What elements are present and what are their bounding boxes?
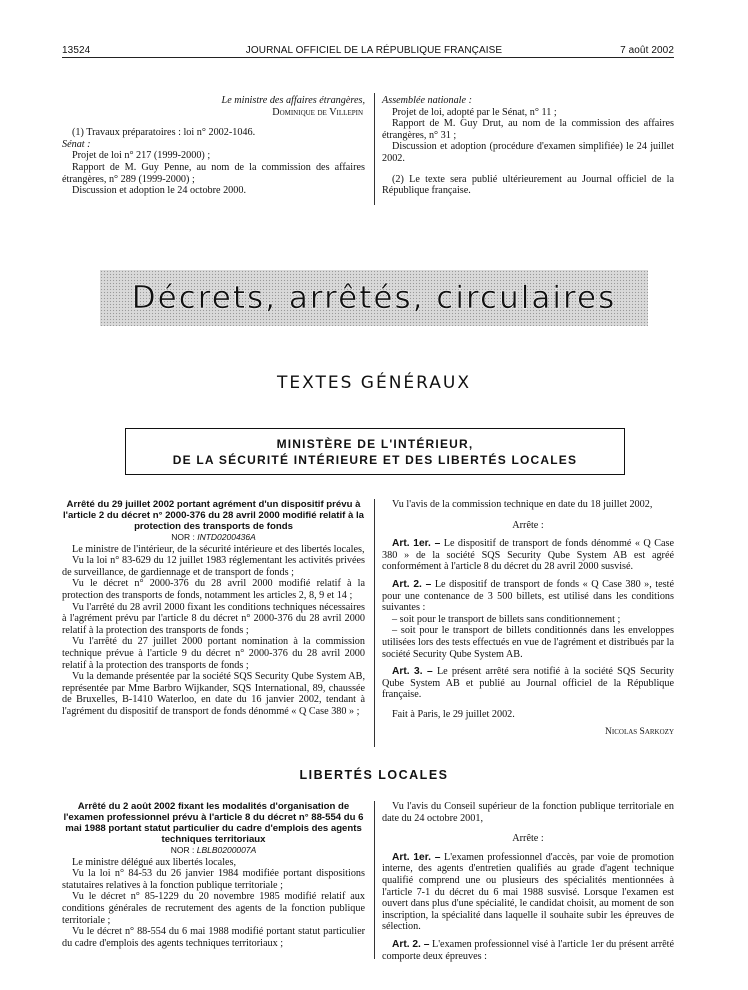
footnote-1: (1) Travaux préparatoires : loi n° 2002-1046. [72, 127, 256, 139]
nor-code: LBLB0200007A [196, 845, 257, 855]
arrete1-arrete: Arrête : [512, 519, 544, 531]
arrete1-para: Vu l'arrêté du 27 juillet 2000 portant nomination à la commission technique prévue à l'article 9 du décret n° 2000-376 du 28 avril 2000 relatif à la protection des transports de fonds ; [62, 636, 365, 671]
arrete2-para: Vu le décret n° 88-554 du 6 mai 1988 modifié portant statut particulier du cadre d'emplois des agents techniques territoriaux ; [62, 926, 365, 949]
art1-label: Art. 1er. – [392, 538, 441, 550]
arrete2-vu-avis: Vu l'avis du Conseil supérieur de la fonction publique territoriale en date du 24 octobre 2001, [382, 801, 674, 824]
header-rule [62, 57, 674, 58]
senat-line: Projet de loi n° 217 (1999-2000) ; [72, 150, 211, 162]
art2-label: Art. 2. – [392, 578, 432, 590]
arrete2-art1 [382, 852, 674, 933]
page-number: 13524 [62, 45, 91, 56]
arrete2-art2 [382, 939, 674, 962]
arrete2-title: Arrêté du 2 août 2002 fixant les modalités d'organisation de l'examen professionnel prévu à l'article 8 du décret n° 88-554 du 6 mai 1988 portant statut particulier du cadre d'emplois des agents techniques territoriaux [63, 801, 364, 845]
section-banner [100, 270, 648, 326]
textes-generaux-heading: TEXTES GÉNÉRAUX [276, 373, 471, 393]
arrete2-arrete: Arrête : [512, 833, 544, 845]
art3-label: Art. 3. – [392, 666, 433, 678]
arrete1-para: Le ministre de l'intérieur, de la sécurité intérieure et des libertés locales, [72, 543, 365, 555]
senat-label: Sénat : [62, 138, 91, 150]
arrete1-title: Arrêté du 29 juillet 2002 portant agrément d'un dispositif prévu à l'article 2 du décret n° 2000-376 du 28 avril 2000 modifié relatif à la protection des transports de fonds [63, 499, 364, 532]
art2-text: L'examen professionnel visé à l'article 1er du présent arrêté comporte deux épreuves : [382, 938, 675, 962]
arrete1-para: Vu l'arrêté du 28 avril 2000 fixant les conditions techniques nécessaires à l'agrément prévu par l'article 8 du décret n° 2000-376 du 28 avril 2000 relatif à la protection des transports de fonds ; [62, 601, 365, 636]
journal-title: JOURNAL OFFICIEL DE LA RÉPUBLIQUE FRANÇAISE [245, 45, 503, 56]
senat-line: Discussion et adoption le 24 octobre 2000. [72, 185, 247, 197]
assemblee-label: Assemblée nationale : [382, 95, 472, 106]
arrete1-fait: Fait à Paris, le 29 juillet 2002. [392, 708, 515, 720]
column-divider [374, 801, 375, 959]
column-divider [374, 499, 375, 747]
banner-title: Décrets, arrêtés, circulaires [131, 280, 617, 316]
arrete2-left-column [62, 801, 365, 949]
nor-code: INTD0200436A [197, 532, 256, 542]
arrete2-para: Le ministre délégué aux libertés locales, [72, 856, 237, 868]
arrete2-right-column [382, 801, 674, 962]
arrete1-bullet: – soit pour le transport de billets conditionnés dans les enveloppes utilisées lors des tests effectués en vue de l'agrément et distribués par la société Security Qube System AB. [382, 625, 674, 660]
arrete1-para: Vu la demande présentée par la société SQS Security Qube System AB, représentée par Mme Barbro Wijkander, SQS International, 89, chaussée de Bruxelles, B-1410 Waterloo, en date du 16 janvier 2002, tendant à l'agrément du dispositif de transport de fonds dénommé « Q Case 380 » ; [62, 671, 365, 717]
arrete1-art1 [382, 538, 674, 573]
liberte-locales-heading: LIBERTÉS LOCALES [299, 768, 449, 782]
art1-label: Art. 1er. – [392, 851, 441, 863]
footnote-2: (2) Le texte sera publié ultérieurement au Journal officiel de la République française. [382, 173, 674, 197]
arrete1-nor [62, 532, 365, 544]
arrete2-para: Vu la loi n° 84-53 du 26 janvier 1984 modifiée portant dispositions statutaires relatives à la fonction publique territoriale ; [62, 868, 365, 891]
arrete1-signature: Nicolas Sarkozy [605, 726, 674, 737]
arrete1-vu-avis: Vu l'avis de la commission technique en date du 18 juillet 2002, [392, 499, 653, 510]
assemblee-line: Rapport de M. Guy Drut, au nom de la commission des affaires étrangères, n° 31 ; [382, 118, 674, 141]
arrete1-art2 [382, 579, 674, 614]
arrete1-left-column [62, 499, 365, 718]
art1-text: L'examen professionnel d'accès, par voie de promotion interne, des agents d'entretien qualifiés au grade d'agent technique qualifié comprend une ou plusieurs des spécialités mentionnées à l'article 7-1 du décret du 6 mai 1988 susvisé. Lorsque l'examen est ouvert dans plus d'une spécialité, le candidat choisit, au moment de son inscription, la spécialité dans laquelle il souhaite subir les épreuves de sélection. [382, 851, 675, 933]
arrete1-para: Vu le décret n° 2000-376 du 28 avril 2000 modifié relatif à la protection des transports de fonds, notamment les articles 2, 8, 9 et 14 ; [62, 578, 365, 601]
art2-label: Art. 2. – [392, 938, 430, 950]
assemblee-line: Projet de loi, adopté par le Sénat, n° 11 ; [392, 106, 557, 118]
assemblee-line: Discussion et adoption (procédure d'examen simplifiée) le 24 juillet 2002. [382, 141, 674, 164]
nor-label: NOR : [170, 845, 195, 855]
column-divider [374, 93, 375, 205]
arrete2-para: Vu le décret n° 85-1229 du 20 novembre 1985 modifié relatif aux conditions générales de recrutement des agents de la fonction publique territoriale ; [62, 891, 365, 926]
nor-label: NOR : [171, 532, 195, 542]
arrete1-right-column [382, 499, 674, 738]
signature-title: Le ministre des affaires étrangères, [221, 95, 365, 106]
arrete2-nor [62, 845, 365, 857]
ministry-line-2: DE LA SÉCURITÉ INTÉRIEURE ET DES LIBERTÉS LOCALES [172, 452, 578, 467]
art1-text: Le dispositif de transport de fonds dénommé « Q Case 380 » de la société SQS Security Qube System AB est agréé conformément à l'article 8 du décret du 28 avril 2000 susvisé. [382, 538, 675, 573]
arrete1-para: Vu la loi n° 83-629 du 12 juillet 1983 réglementant les activités privées de surveillance, de gardiennage et de transport de fonds ; [62, 555, 365, 578]
top-left-column [62, 95, 365, 197]
art3-text: Le présent arrêté sera notifié à la société SQS Security Qube System AB et publié au Journal officiel de la République française. [382, 666, 675, 701]
issue-date: 7 août 2002 [620, 45, 674, 56]
senat-line: Rapport de M. Guy Penne, au nom de la commission des affaires étrangères, n° 289 (1999-2000) ; [62, 161, 365, 185]
arrete1-art3 [382, 666, 674, 701]
arrete1-bullet: – soit pour le transport de billets sans conditionnement ; [392, 613, 621, 625]
signature-name: Dominique de Villepin [272, 106, 363, 118]
ministry-box [125, 428, 625, 475]
top-right-column [382, 95, 674, 197]
ministry-line-1: MINISTÈRE DE L'INTÉRIEUR, [276, 436, 474, 451]
art2-text: Le dispositif de transport de fonds « Q Case 380 », testé pour une contenance de 3 500 billets, est utilisé dans les conditions suivantes : [382, 578, 674, 614]
